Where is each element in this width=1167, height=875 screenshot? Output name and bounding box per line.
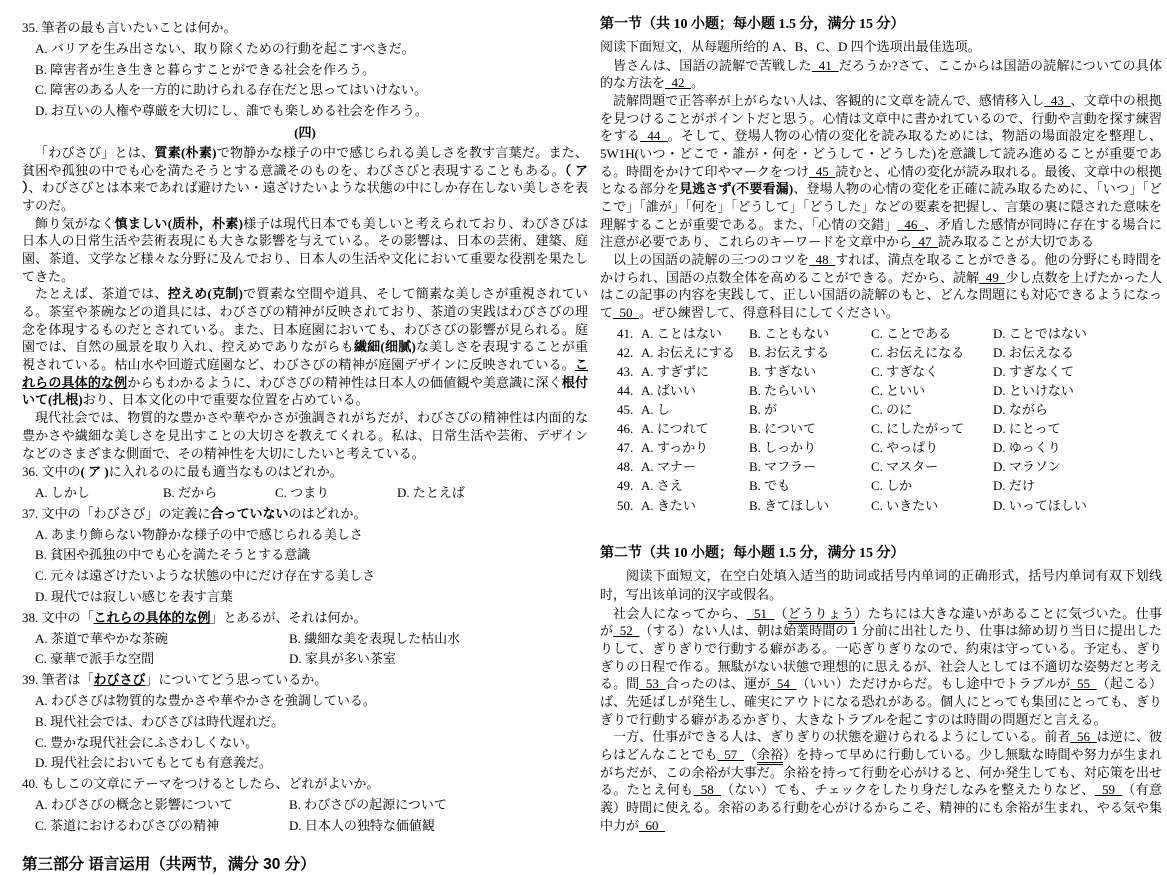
mcq-option-a: A. し <box>641 402 670 418</box>
mcq-option-d: D. ゆっくり <box>993 440 1061 456</box>
question-37 <box>22 504 588 608</box>
mcq-option-c: C. お伝えになる <box>871 344 965 360</box>
mcq-row-49 <box>617 476 1162 495</box>
mcq-option-b: B. でも <box>749 478 791 494</box>
mcq-number: 49. <box>617 478 634 494</box>
mcq-option-d: D. といけない <box>993 382 1074 398</box>
mcq-option-c: C. いきたい <box>871 497 939 513</box>
question-38-option-a: A. 茶道で華やかな茶碗 <box>35 630 168 646</box>
mcq-row-47 <box>617 438 1162 457</box>
question-39-option-a: A. わびさびは物質的な豊かさや華やかさを強調している。 <box>35 692 376 708</box>
question-40-options-row-2 <box>22 816 588 837</box>
mcq-option-a: A. すっかり <box>641 440 709 456</box>
cloze-paragraph-3: 以上の国語の読解の三つのコツを 48 すれば、満点を取ることができる。他の分野にも時間をかけられ、国語の点数全体を高めることができる。だから、読解 49 少し点数を上げたかった人はこの記事の内容を実践して、正しい国語の読解のもと、どんな問題にも対応できるようになって 50 。ぜひ練習して、得意科目にしてください。 <box>600 251 1162 320</box>
mcq-row-45 <box>617 400 1162 419</box>
question-37-option-c: C. 元々は遠ざけたいような状態の中にだけ存在する美しさ <box>35 568 376 584</box>
mcq-option-d: D. にとって <box>993 421 1061 437</box>
mcq-option-d: D. だけ <box>993 478 1035 494</box>
mcq-option-b: B. すぎない <box>749 363 817 379</box>
mcq-option-a: A. すぎずに <box>641 363 709 379</box>
mcq-option-a: A. さえ <box>641 478 683 494</box>
question-36-option-d: D. たとえば <box>397 484 465 500</box>
question-36 <box>22 462 588 504</box>
question-38-options-row-1 <box>22 629 588 650</box>
mcq-options-41-50 <box>600 324 1162 515</box>
mcq-option-c: C. しか <box>871 478 913 494</box>
question-40-option-a: A. わびさびの概念と影響について <box>35 796 233 812</box>
question-40-option-c: C. 茶道におけるわびさびの精神 <box>35 817 220 833</box>
cloze-paragraph-2: 読解問題で正答率が上がらない人は、客観的に文章を読んで、感情移入し 43 、文章中の根拠を見つけることがポイントだと思う。心情は文章中に書かれているので、行動や言動を探す練習をする 44 。そして、登場人物の心情の変化を読み取るためには、物語の場面設定を整理し、5W1H(いつ・どこで・誰が・何を・どうして・どうした)を意識して読み進めることが重要である。時間をかけて印やマークをつけ 45 読むと、心情の変化が読み取れる。最後、文章中の根拠となる部分を見逃さず(不要看漏)、登場人物の心情の変化を正確に読み取るために、「いつ」「どこで」「誰が」「何を」「どうして」「どうした」などの要素を把握し、言葉の裏に隠された意味を理解することが重要である。また、「心情の交錯」 46 、矛盾した感情が同時に存在する場合に注意が必要であり、これらのキーワードを文章中から 47 読み取ることが大切である <box>600 92 1162 250</box>
mcq-row-41 <box>617 324 1162 343</box>
mcq-option-b: B. しっかり <box>749 440 817 456</box>
passage-paragraph-1: 「わびさび」とは、質素(朴素)で物静かな様子の中で感じられる美しさを教す言葉だ。また、貧困や孤独の中でも心を満たそうとする意識そのものを、わびさびと表現することもある。（ ア ）、わびさびとは本来であれば避けたい・遠ざけたいような状態の中にしか存在しない美しさを表すのだ。 <box>22 145 588 214</box>
mcq-number: 42. <box>617 344 634 360</box>
question-38-options-row-2 <box>22 649 588 670</box>
question-39-option-b: B. 現代社会では、わびさびは時代遅れだ。 <box>35 713 285 729</box>
question-36-options <box>22 483 588 504</box>
mcq-number: 43. <box>617 363 634 379</box>
mcq-option-b: B. こともない <box>749 325 830 341</box>
question-35-option-d: D. お互いの人権や尊厳を大切にし、誰でも楽しめる社会を作ろう。 <box>35 103 428 119</box>
passage-paragraph-3: たとえば、茶道では、控えめ(克制)で質素な空間や道具、そして簡素な美しさが重視されている。茶室や茶碗などの道具には、わびさびの精神が反映されており、茶道の実践はわびさびの理念を体現するものだとされている。また、日本庭園においても、わびさびの影響が見られる。庭園では、自然の風景を取り入れ、控えめでありながらも繊細(细腻)な美しさを表現することが重視されている。枯山水や回遊式庭園など、わびさびの精神が庭園デザインに反映されている。これらの具体的な例からもわかるように、わびさびの精神性は日本人の価値観や美意識に深く根付いて(扎根)おり、日本文化の中で重要な位置を占めている。 <box>22 286 588 408</box>
question-35 <box>22 18 588 122</box>
question-35-option-c: C. 障害のある人を一方的に助けられる存在だと思ってはいけない。 <box>35 82 428 98</box>
mcq-option-a: A. につれて <box>641 421 709 437</box>
mcq-option-a: A. マナー <box>641 459 696 475</box>
mcq-option-b: B. きてほしい <box>749 497 830 513</box>
mcq-option-b: B. たらいい <box>749 382 817 398</box>
question-38-option-d: D. 家具が多い茶室 <box>289 651 396 667</box>
question-36-stem: 36. 文中の( ア )に入れるのに最も適当なものはどれか。 <box>22 464 343 480</box>
mcq-row-43 <box>617 362 1162 381</box>
mcq-number: 45. <box>617 402 634 418</box>
mcq-option-c: C. にしたがって <box>871 421 965 437</box>
question-39-option-c: C. 豊かな現代社会にふさわしくない。 <box>35 734 259 750</box>
question-38-stem: 38. 文中の「これらの具体的な例」とあるが、それは何か。 <box>22 609 367 625</box>
passage-four-heading: (四) <box>294 124 316 140</box>
question-40-option-d: D. 日本人の独特な価値観 <box>289 817 435 833</box>
question-35-option-b: B. 障害者が生き生きと暮らすことができる社会を作ろう。 <box>35 61 376 77</box>
question-37-option-b: B. 貧困や孤独の中でも心を満たそうとする意識 <box>35 547 311 563</box>
mcq-option-c: C. といい <box>871 382 926 398</box>
mcq-number: 48. <box>617 459 634 475</box>
mcq-option-a: A. ことはない <box>641 325 722 341</box>
section-gap <box>600 519 1162 543</box>
question-35-stem: 35. 筆者の最も言いたいことは何か。 <box>22 20 237 35</box>
mcq-option-d: D. いってほしい <box>993 497 1087 513</box>
mcq-option-a: A. ばいい <box>641 382 696 398</box>
mcq-option-a: A. きたい <box>641 497 696 513</box>
mcq-option-d: D. すぎなくて <box>993 363 1074 379</box>
question-38-option-c: C. 豪華で派手な空間 <box>35 651 155 667</box>
mcq-option-c: C. やっぱり <box>871 440 939 456</box>
fill-in-paragraph-2: 一方、仕事ができる人は、ぎりぎりの状態を避けられるようにしている。前者 56 は逆に、彼らはどんなことでも 57 （余裕）を持って早めに行動している。少し無駄な時間や努力が生まれがちだが、この余裕が大事だ。余裕を持って行動を心がけると、何か発生しても、対応策を出せる。たとえ何も 58 （ない）ても、チェックをしたり身だしなみを整えたりなど、 59 （有意義）時間に使える。余裕のある行動を心がけるからこそ、精神的にも余裕が生まれ、やる気や集中力が 60 <box>600 729 1162 833</box>
question-40 <box>22 774 588 836</box>
part-three-heading: 第三部分 语言运用（共两节，满分 30 分） <box>22 855 316 873</box>
mcq-row-48 <box>617 457 1162 476</box>
right-column <box>600 14 1162 834</box>
mcq-option-b: B. マフラー <box>749 459 817 475</box>
question-40-options-row-1 <box>22 795 588 816</box>
section-two-heading: 第二节（共 10 小题；每小题 1.5 分，满分 15 分） <box>600 545 905 561</box>
question-36-option-b: B. だから <box>163 484 218 500</box>
question-39-stem: 39. 筆者は「わびさび」についてどう思っているか。 <box>22 672 328 688</box>
mcq-number: 50. <box>617 497 634 513</box>
question-38-option-b: B. 繊細な美を表現した枯山水 <box>289 630 461 646</box>
mcq-option-d: D. ながら <box>993 402 1048 418</box>
question-38 <box>22 608 588 670</box>
question-35-option-a: A. バリアを生み出さない、取り除くための行動を起こすべきだ。 <box>35 40 415 56</box>
section-one-instruction: 阅读下面短文，从每题所给的 A、B、C、D 四个选项出最佳选项。 <box>600 39 981 54</box>
fill-in-paragraph-1: 社会人になってから、 51 （どうりょう）たちには大きな違いがあることに気づいた。仕事が 52 （する）ない人は、朝は始業時間の 1 分前に出社したり、仕事は締め切り当日に提出したりして、ぎりぎりで行動する癖がある。一応ぎりぎりなので、約束は守っている。予定も、ぎりぎりの日程で作る。無駄がない状態で理想的に思えるが、社会人としては不適切な姿勢だと考える。間 53 合ったのは、運が 54 （いい）ただけからだ。もし途中でトラブルが 55 （起こる）ば、先延ばしが発生し、確実にアウトになる恐れがある。個人にとっても集団にとっても、ぎりぎりで行動する癖があるかぎり、大きなトラブルを起こすのは時間の問題だと言える。 <box>600 605 1162 727</box>
mcq-row-46 <box>617 419 1162 438</box>
mcq-option-d: D. マラソン <box>993 459 1061 475</box>
mcq-option-d: D. ことではない <box>993 325 1087 341</box>
mcq-option-d: D. お伝えなる <box>993 344 1074 360</box>
mcq-row-42 <box>617 343 1162 362</box>
question-40-stem: 40. もしこの文章にテーマをつけるとしたら、どれがよいか。 <box>22 776 380 792</box>
passage-paragraph-2: 飾り気がなく慎ましい(质朴，朴素)様子は現代日本でも美しいと考えられており、わびさびは日本人の日常生活や芸術表現にも大きな影響を与えている。その影響は、日本の芸術、建築、庭園、茶道、文学など様々な分野に及んでおり、日本人の生活や文化において重要な役割を果たしてきた。 <box>22 215 588 284</box>
cloze-paragraph-1: 皆さんは、国語の読解で苦戦した 41 だろうか?さて、ここからは国語の読解についての具体的な方法を 42 。 <box>600 57 1162 91</box>
mcq-option-b: B. について <box>749 421 816 437</box>
mcq-option-c: C. マスター <box>871 459 939 475</box>
question-36-option-c: C. つまり <box>275 484 330 500</box>
mcq-row-50 <box>617 496 1162 515</box>
mcq-number: 41. <box>617 325 634 341</box>
mcq-option-a: A. お伝えにする <box>641 344 735 360</box>
mcq-option-c: C. のに <box>871 402 913 418</box>
mcq-row-44 <box>617 381 1162 400</box>
left-column <box>22 18 588 875</box>
section-two-instruction: 阅读下面短文，在空白处填入适当的助词或括号内单词的正确形式，括号内单词有双下划线时，写出该单词的汉字或假名。 <box>600 567 1162 603</box>
mcq-number: 46. <box>617 421 634 437</box>
question-36-option-a: A. しかし <box>35 484 90 500</box>
question-37-option-d: D. 現代では寂しい感じを表す言葉 <box>35 588 233 604</box>
mcq-option-b: B. お伝えする <box>749 344 830 360</box>
mcq-option-b: B. が <box>749 402 778 418</box>
section-one-heading: 第一节（共 10 小题；每小题 1.5 分，满分 15 分） <box>600 17 905 32</box>
question-39-option-d: D. 現代社会においてもとても有意義だ。 <box>35 755 272 771</box>
passage-paragraph-4: 現代社会では、物質的な豊かさや華やかさが強調されがちだが、わびさびの精神性は内面的な豊かさや繊細な美しさを見出すことの大切さを教えてくれる。私は、日常生活や芸術、デザインなどのさまざまな側面で、その精神性を大切にしたいと考えている。 <box>22 410 588 461</box>
mcq-number: 47. <box>617 440 634 456</box>
mcq-number: 44. <box>617 382 634 398</box>
mcq-option-c: C. すぎなく <box>871 363 939 379</box>
question-37-stem: 37. 文中の「わびさび」の定義に合っていないのはどれか。 <box>22 505 367 521</box>
question-37-option-a: A. あまり飾らない物静かな様子の中で感じられる美しさ <box>35 526 363 542</box>
mcq-option-c: C. ことである <box>871 325 952 341</box>
question-39 <box>22 670 588 774</box>
question-40-option-b: B. わびさびの起源について <box>289 796 447 812</box>
